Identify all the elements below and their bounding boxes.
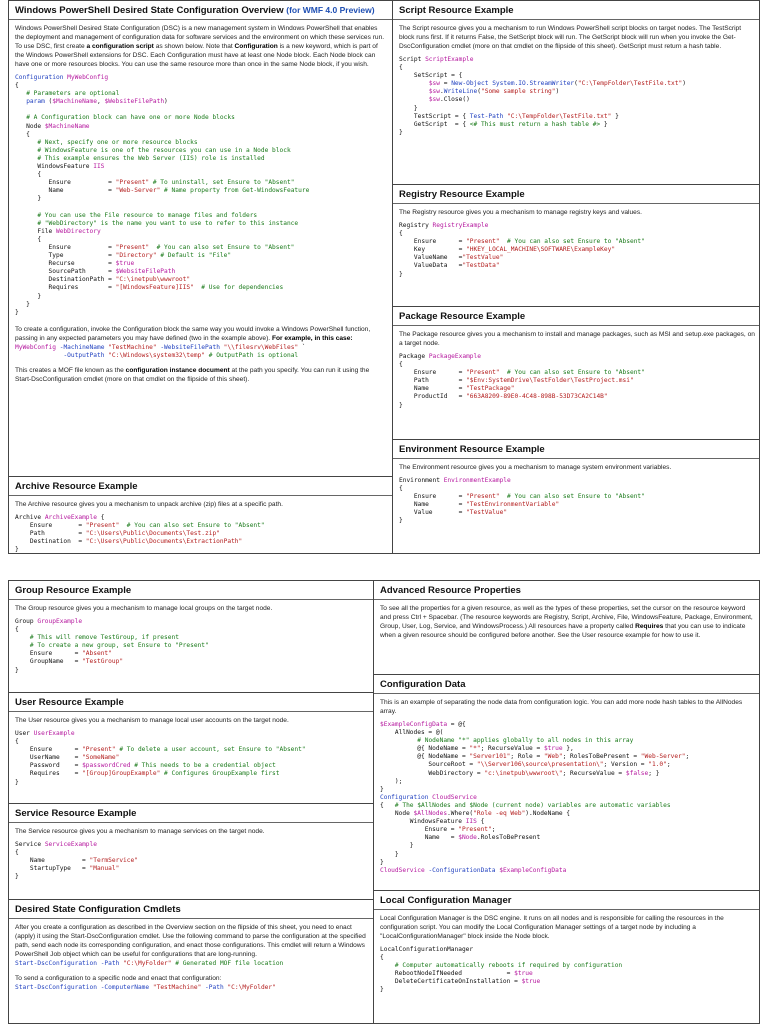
cmdlets-description: After you create a configuration as described in the Overview section on the flipside of this sheet, you need to enact (apply) it using the Start-DscConfiguration cmdlet. Use the following command to parse the configuration at the specified path, send each node its corresponding configuration, and enact those configurations. This cmdlet will return a Windows PowerShell Job object which can be useful for configurations that are long-running. (15, 924, 366, 958)
script-section (393, 1, 760, 185)
environment-description: The Environment resource gives you a mechanism to manage system environment variables. (399, 464, 672, 471)
script-code-block: Script ScriptExample { SetScript = { $sw = New-Object System.IO.StreamWriter("C:\TempFolder\TestFile.txt") $sw.WriteLine("Some sample string") $sw.Close() } TestScript = { Test-Path "C:\TempFolder\TestFile.txt" } GetScript = { <# This must return a hash table #> } } (399, 56, 686, 136)
overview-subtitle: (for WMF 4.0 Preview) (286, 5, 375, 15)
cheat-sheet-page-front (8, 0, 760, 554)
overview-section (9, 1, 392, 477)
cmdlets-heading: Desired State Configuration Cmdlets (9, 900, 373, 919)
archive-section (9, 477, 392, 554)
configdata-heading: Configuration Data (374, 675, 760, 694)
advanced-section (374, 581, 760, 675)
service-code-block: Service ServiceExample { Name = "TermService" StartupType = "Manual" } (15, 841, 138, 881)
package-section (393, 307, 760, 440)
package-code-block: Package PackageExample { Ensure = "Present" # You can also set Ensure to "Absent" Path = "$Env:SystemDrive\TestFolder\TestProject.msi" Name = "TestPackage" ProductId = "663A8209-89E0-4C48-898B-53D73CA2C14B" } (399, 353, 645, 409)
back-right-column (373, 581, 760, 1023)
right-column (393, 1, 760, 553)
service-section (9, 804, 373, 900)
user-heading: User Resource Example (9, 693, 373, 712)
lcm-section (374, 891, 760, 1002)
user-section (9, 693, 373, 804)
registry-heading: Registry Resource Example (393, 185, 760, 204)
cmdlets-description-2: To send a configuration to a specific node and enact that configuration: (15, 975, 222, 983)
lcm-code-block: LocalConfigurationManager { # Computer automatically reboots if required by configuration RebootNodeIfNeeded = $true DeleteCertificateOnInstallation = $true } (380, 946, 623, 994)
overview-intro: Windows PowerShell Desired State Configuration (DSC) is a new management system in Windows PowerShell that enables the deployment and management of configuration data for software services and the environment on which these services run. To use DSC, first create a configuration script as shown below. Note that Configuration is a new keyword, which is part of the Windows PowerShell extensions for DSC. Each Configuration must have at least one Node block. Each Node block can have one or more resources blocks. You can use the same resource more than once in the same Node block, if you wish. (15, 25, 385, 68)
lcm-description: Local Configuration Manager is the DSC engine. It runs on all nodes and is responsible for calling the resources in the configuration script. You can modify the Local Configuration Manager settings of a target node by including a "LocalConfigurationManager" block inside the Node block. (380, 915, 724, 940)
overview-heading (9, 1, 392, 20)
overview-title: Windows PowerShell Desired State Configuration Overview (15, 5, 284, 16)
archive-code-block: Archive ArchiveExample { Ensure = "Present" # You can also set Ensure to "Absent" Path = "C:\Users\Public\Documents\Test.zip" Destination = "C:\Users\Public\Documents\ExtractionPath" } (15, 514, 265, 554)
group-description: The Group resource gives you a mechanism to manage local groups on the target node. (15, 605, 273, 612)
overview-invoke-code: MyWebConfig -MachineName "TestMachine" -WebsiteFilePath "\\filesrv\WebFiles" ` -OutputPath "C:\Windows\system32\temp" # OutputPath is optional (15, 343, 306, 359)
archive-description: The Archive resource gives you a mechanism to unpack archive (zip) files at a specific path. (15, 501, 283, 508)
group-heading: Group Resource Example (9, 581, 373, 600)
archive-heading: Archive Resource Example (9, 477, 392, 496)
registry-code-block: Registry RegistryExample { Ensure = "Present" # You can also set Ensure to "Absent" Key = "HKEY_LOCAL_MACHINE\SOFTWARE\ExampleKey" ValueName ="TestValue" ValueData ="TestData" } (399, 222, 645, 278)
package-heading: Package Resource Example (393, 307, 760, 326)
lcm-heading: Local Configuration Manager (374, 891, 760, 910)
configdata-code-block: $ExampleConfigData = @{ AllNodes = @( # NodeName "*" applies globally to all nodes in this array @{ NodeName = "*"; RecurseValue = $true }, @{ NodeName = "Server101"; Role = "Web"; RolesToBePresent = "Web-Server"; SourceRoot = "\\Server106\source\presentation\"; Version = "1.0"; WebDirectory = "c:\inetpub\wwwroot\"; RecurseValue = $false; } ); } Configuration CloudService { # The $AllNodes and $Node (current node) variables are automatic variables Node $AllNodes.Where("Role -eq Web").NodeName { WindowsFeature IIS { Ensure = "Present"; Name = $Node.RolesToBePresent } } } CloudService -ConfigurationData $ExampleConfigData (380, 721, 690, 874)
environment-code-block: Environment EnvironmentExample { Ensure = "Present" # You can also set Ensure to "Absent" Name = "TestEnvironmentVariable" Value = "TestValue" } (399, 477, 645, 525)
overview-invoke-text: To create a configuration, invoke the Configuration block the same way you would invoke a Windows PowerShell function, passing in any expected parameters you may have defined (two in the example above). For example, in this case: (15, 325, 371, 342)
service-heading: Service Resource Example (9, 804, 373, 823)
left-column (9, 1, 393, 553)
cheat-sheet-page-back (8, 580, 760, 1024)
cmdlets-code-block-2: Start-DscConfiguration -ComputerName "TestMachine" -Path "C:\MyFolder" (15, 984, 276, 992)
advanced-description: To see all the properties for a given resource, as well as the types of these properties, set the cursor on the resource keyword and press Ctrl + Spacebar. (The resource keywords are Registry, Script, Archive, File, WindowsFeature, Package, Environment, Group, User, Log, Service, and WindowsProcess.) All resources have a property called Requires that you can use to indicate when a given resource should be configured before another. See the User resource example for how to use it. (380, 605, 753, 639)
script-heading: Script Resource Example (393, 1, 760, 20)
cmdlets-section (9, 900, 373, 999)
advanced-heading: Advanced Resource Properties (374, 581, 760, 600)
user-description: The User resource gives you a mechanism to manage local user accounts on the target node. (15, 717, 289, 724)
registry-description: The Registry resource gives you a mechanism to manage registry keys and values. (399, 209, 642, 216)
package-description: The Package resource gives you a mechanism to install and manage packages, such as MSI and setup.exe packages, on a target node. (399, 331, 755, 347)
service-description: The Service resource gives you a mechanism to manage services on the target node. (15, 828, 265, 835)
script-description: The Script resource gives you a mechanism to run Windows PowerShell script blocks on target nodes. The TestScript block runs first. If it returns False, the SetScript block will run. The GetScript block will run when you invoke the Get-DscConfiguration cmdlet (more on that cmdlet on the flipside of this sheet). GetScript must return a hash table. (399, 25, 742, 50)
cmdlets-code-block-1: Start-DscConfiguration -Path "C:\MyFolder" # Generated MOF file location (15, 960, 284, 967)
back-left-column (9, 581, 373, 1023)
group-section (9, 581, 373, 693)
environment-heading: Environment Resource Example (393, 440, 760, 459)
environment-section (393, 440, 760, 533)
registry-section (393, 185, 760, 307)
group-code-block: Group GroupExample { # This will remove TestGroup, if present # To create a new group, set Ensure to "Present" Ensure = "Absent" GroupName = "TestGroup" } (15, 618, 209, 674)
configdata-section (374, 675, 760, 891)
configdata-description: This is an example of separating the node data from configuration logic. You can add more node hash tables to the AllNodes array. (380, 699, 743, 715)
overview-mof-text: This creates a MOF file known as the configuration instance document at the path you specify. You can run it using the Start-DscConfiguration cmdlet (more on that cmdlet on the flipside of this sheet). (15, 367, 370, 383)
overview-code-block: Configuration MyWebConfig { # Parameters are optional param ($MachineName, $WebsiteFilePath) # A Configuration block can have one or more Node blocks Node $MachineName { # Next, specify one or more resource blocks # WindowsFeature is one of the resources you can use in a Node block # This example ensures the Web Server (IIS) role is installed WindowsFeature IIS { Ensure = "Present" # To uninstall, set Ensure to "Absent" Name = "Web-Server" # Name property from Get-WindowsFeature } # You can use the File resource to manage files and folders # "WebDirectory" is the name you want to use to refer to this instance File WebDirectory { Ensure = "Present" # You can also set Ensure to "Absent" Type = "Directory" # Default is "File" Recurse = $true SourcePath = $WebsiteFilePath DestinationPath = "C:\inetpub\wwwroot" Requires = "[WindowsFeature]IIS" # Use for dependencies } } } (15, 74, 310, 316)
user-code-block: User UserExample { Ensure = "Present" # To delete a user account, set Ensure to "Absent" UserName = "SomeName" Password = $passwordCred # This needs to be a credential object Requires = "[Group]GroupExample" # Configures GroupExample first } (15, 730, 306, 786)
